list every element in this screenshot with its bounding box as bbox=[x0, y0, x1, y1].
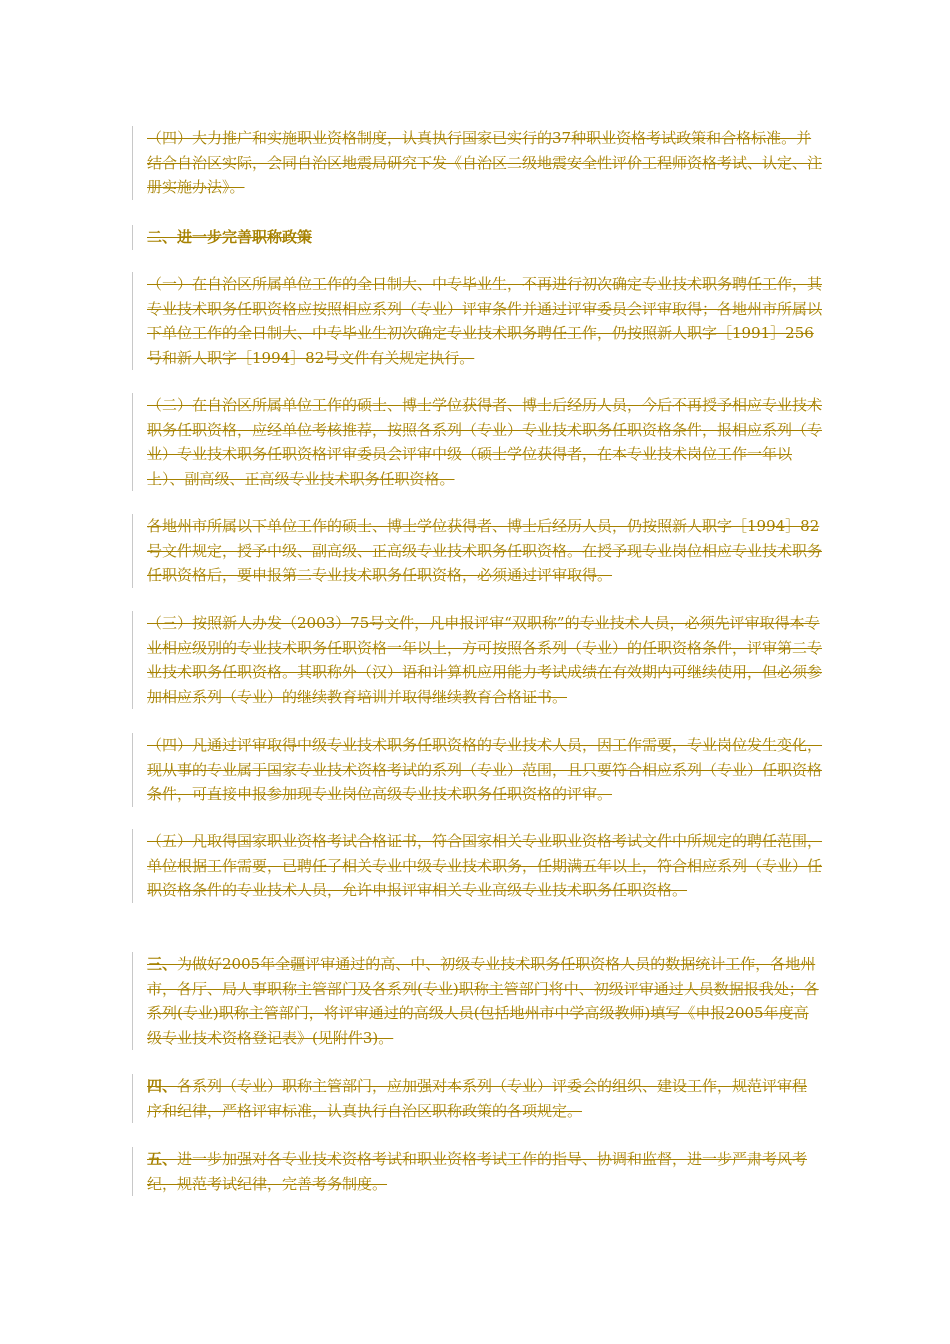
paragraph-2-3-dual-title: （三）按照新人办发（2003）75号文件，凡申报评审“双职称”的专业技术人员，必须先评审取得本专业相应级别的专业技术职务任职资格一年以上，方可按照各系列（专业）的任职资格条件，评审第二专业技术职务任职资格。其职称外（汉）语和计算机应用能力考试成绩在有效期内可继续使用，但必须参加相应系列（专业）的继续教育培训并取得继续教育合格证书。 bbox=[132, 611, 822, 709]
paragraph-body: 为做好2005年全疆评审通过的高、中、初级专业技术职务任职资格人员的数据统计工作，各地州市，各厅、局人事职称主管部门及各系列(专业)职称主管部门将中、初级评审通过人员数据报我处；各系列(专业)职称主管部门，将评审通过的高级人员(包括地州市中学高级教师)填写《申报2005年度高级专业技术资格登记表》(见附件3)。 bbox=[147, 955, 819, 1047]
paragraph-lead: 四、 bbox=[147, 1077, 178, 1095]
paragraph-lead: 五、 bbox=[147, 1150, 178, 1168]
paragraph-prefecture-units: 各地州市所属以下单位工作的硕士、博士学位获得者、博士后经历人员，仍按照新人职字［1994］82号文件规定，授予中级、副高级、正高级专业技术职务任职资格。在授予现专业岗位相应专业技术职务任职资格后，要申报第二专业技术职务任职资格，必须通过评审取得。 bbox=[132, 514, 822, 588]
paragraph-2-1-graduates: （一）在自治区所属单位工作的全日制大、中专毕业生，不再进行初次确定专业技术职务聘任工作，其专业技术职务任职资格应按照相应系列（专业）评审条件并通过评审委员会评审取得；各地州市所属以下单位工作的全日制大、中专毕业生初次确定专业技术职务聘任工作，仍按照新人职字［1991］256号和新人职字［1994］82号文件有关规定执行。 bbox=[132, 272, 822, 370]
paragraph-2-4-post-change: （四）凡通过评审取得中级专业技术职务任职资格的专业技术人员，因工作需要，专业岗位发生变化，现从事的专业属于国家专业技术资格考试的系列（专业）范围，且只要符合相应系列（专业）任职资格条件，可直接申报参加现专业岗位高级专业技术职务任职资格的评审。 bbox=[132, 733, 822, 807]
paragraph-2-5-national-certificate: （五）凡取得国家职业资格考试合格证书，符合国家相关专业职业资格考试文件中所规定的聘任范围，单位根据工作需要，已聘任了相关专业中级专业技术职务，任期满五年以上，符合相应系列（专业）任职资格条件的专业技术人员，允许申报评审相关专业高级专业技术职务任职资格。 bbox=[132, 829, 822, 903]
section-heading-2: 二、进一步完善职称政策 bbox=[132, 225, 822, 250]
paragraph-4-qualification-system: （四）大力推广和实施职业资格制度，认真执行国家已实行的37种职业资格考试政策和合格标准。并结合自治区实际，会同自治区地震局研究下发《自治区二级地震安全性评价工程师资格考试、认定、注册实施办法》。 bbox=[132, 126, 822, 200]
paragraph-body: 进一步加强对各专业技术资格考试和职业资格考试工作的指导、协调和监督，进一步严肃考风考纪，规范考试纪律，完善考务制度。 bbox=[147, 1150, 808, 1193]
paragraph-3-statistics bbox=[132, 952, 822, 1050]
paragraph-4-committee bbox=[132, 1074, 822, 1123]
paragraph-lead: 三、 bbox=[147, 955, 178, 973]
paragraph-5-exam-supervision bbox=[132, 1147, 822, 1196]
paragraph-2-2-masters-doctors: （二）在自治区所属单位工作的硕士、博士学位获得者、博士后经历人员，今后不再授予相应专业技术职务任职资格，应经单位考核推荐，按照各系列（专业）专业技术职务任职资格条件，报相应系列（专业）专业技术职务任职资格评审委员会评审中级（硕士学位获得者，在本专业技术岗位工作一年以上）、副高级、正高级专业技术职务任职资格。 bbox=[132, 393, 822, 491]
paragraph-body: 各系列（专业）职称主管部门，应加强对本系列（专业）评委会的组织、建设工作，规范评审程序和纪律，严格评审标准，认真执行自治区职称政策的各项规定。 bbox=[147, 1077, 808, 1120]
